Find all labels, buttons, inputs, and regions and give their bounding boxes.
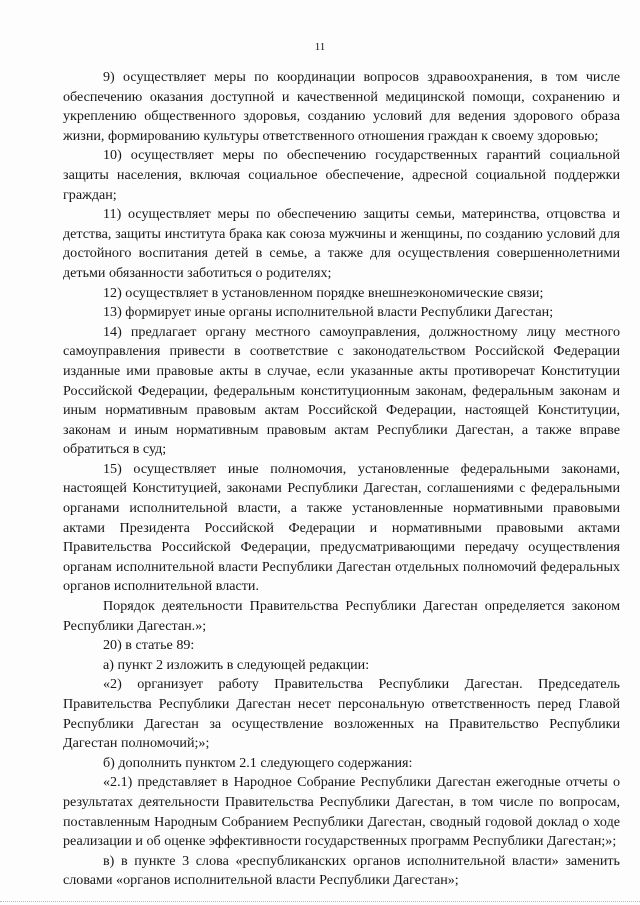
paragraph-sub-a: а) пункт 2 изложить в следующей редакции: (103, 656, 370, 673)
paragraph-item-11: 11) осуществляет меры по обеспечению защиты семьи, материнства, отцовства и детства, защиты института брака как союза мужчины и женщины, по созданию условий для достойного воспитания детей в семье, а также для осуществления совершеннолетними детьми обязанности заботиться о родителях; (63, 206, 620, 281)
paragraph-item-13: 13) формирует иные органы исполнительной власти Республики Дагестан; (103, 304, 554, 321)
paragraph-article-89: 20) в статье 89: (103, 637, 195, 654)
paragraph-item-12: 12) осуществляет в установленном порядке внешнеэкономические связи; (103, 284, 544, 301)
paragraph-sub-b: б) дополнить пунктом 2.1 следующего содержания: (103, 754, 413, 771)
paragraph-procedure: Порядок деятельности Правительства Республики Дагестан определяется законом Республики Дагестан.»; (63, 598, 620, 634)
document-body (63, 68, 620, 891)
scan-edge-line (0, 901, 640, 902)
paragraph-quote-2-1: «2.1) представляет в Народное Собрание Республики Дагестан ежегодные отчеты о результатах деятельности Правительства Республики Дагестан, в том числе по вопросам, поставленным Народным Собранием Республики Дагестан, сводный годовой доклад о ходе реализации и об оценке эффективности государственных программ Республики Дагестан;»; (63, 774, 620, 850)
paragraph-item-14: 14) предлагает органу местного самоуправления, должностному лицу местного самоуправления привести в соответствие с законодательством Российской Федерации изданные ими правовые акты в случае, если указанные акты противоречат Конституции Российской Федерации, федеральным конституционным законам, федеральным законам и иным нормативным правовым актам Российской Федерации, настоящей Конституции, законам и иным нормативным правовым актам Республики Дагестан, а также вправе обратиться в суд; (63, 323, 620, 458)
paragraph-sub-v: в) в пункте 3 слова «республиканских органов исполнительной власти» заменить словами «органов исполнительной власти Республики Дагестан»; (63, 852, 620, 889)
paragraph-item-9: 9) осуществляет меры по координации вопросов здравоохранения, в том числе обеспечению оказания доступной и качественной медицинской помощи, сохранению и укреплению общественного здоровья, созданию условий для ведения здорового образа жизни, формированию культуры ответственного отношения граждан к своему здоровью; (63, 69, 620, 144)
paragraph-quote-2: «2) организует работу Правительства Республики Дагестан. Председатель Правительства Республики Дагестан несет персональную ответственность перед Главой Республики Дагестан за осуществление возложенных на Правительство Республики Дагестан полномочий;»; (63, 676, 620, 752)
page-number: 11 (314, 41, 326, 53)
paragraph-item-15: 15) осуществляет иные полномочия, установленные федеральными законами, настоящей Конституцией, законами Республики Дагестан, соглашениями с федеральными органами исполнительной власти, а также установленные нормативными правовыми актами Президента Российской Федерации и нормативными правовыми актами Правительства Российской Федерации, предусматривающими передачу осуществления органам исполнительной власти Республики Дагестан отдельных полномочий федеральных органов исполнительной власти. (63, 460, 620, 595)
paragraph-item-10: 10) осуществляет меры по обеспечению государственных гарантий социальной защиты населения, включая социальное обеспечение, адресной социальной поддержки граждан; (63, 147, 620, 203)
